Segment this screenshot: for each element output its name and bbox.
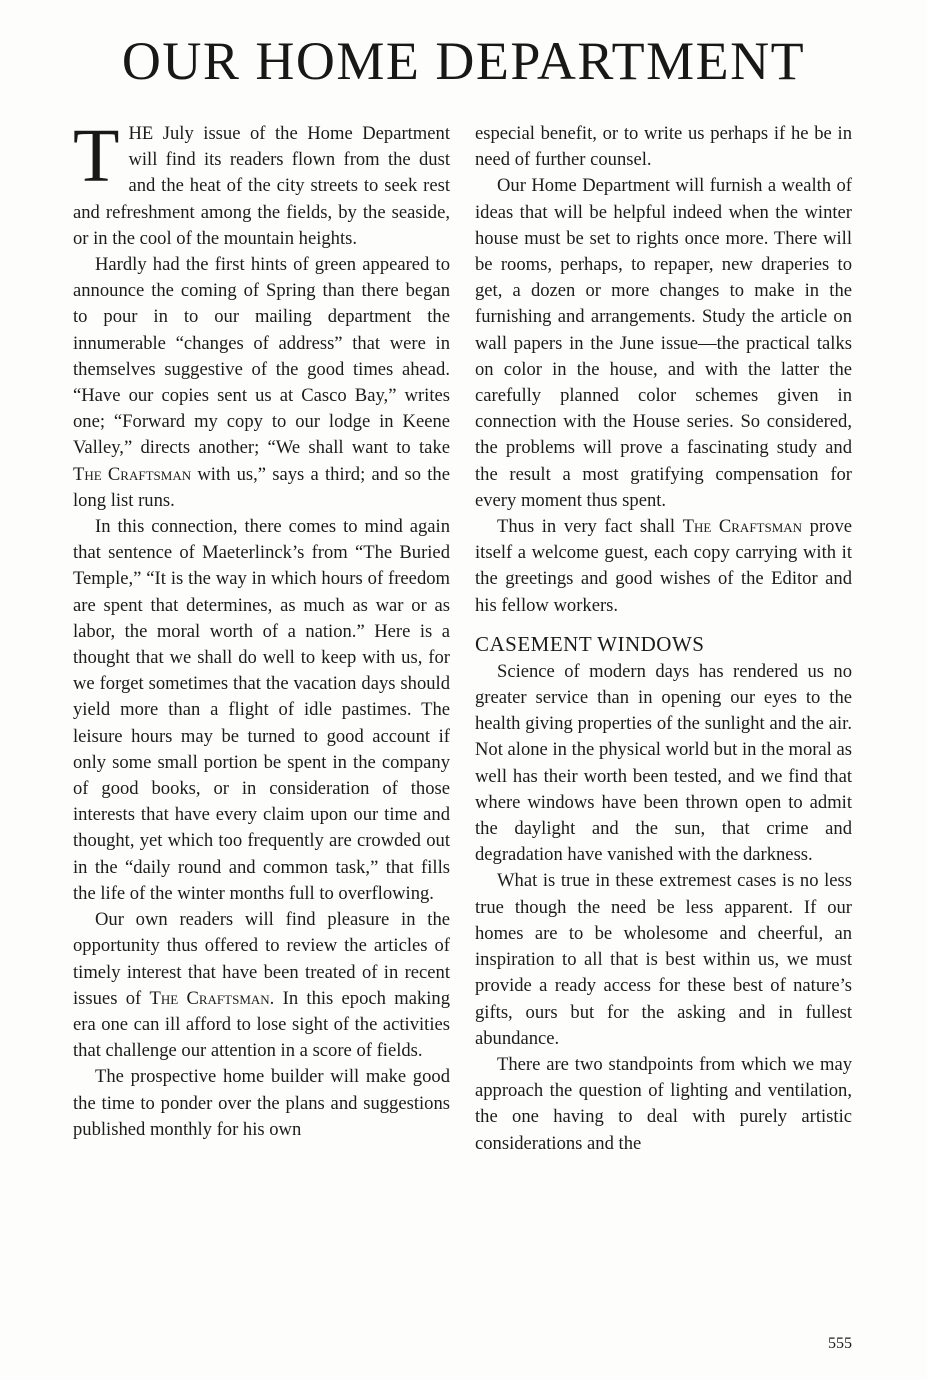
page-number: 555 <box>828 1335 852 1352</box>
paragraph-intro <box>73 114 450 252</box>
readers-text: Our own readers will find pleasure in the opportunity thus offered to review the articles of timely interest that have been treated of in recent issues of <box>73 909 450 1009</box>
left-column <box>73 114 451 1143</box>
page-title: OUR HOME DEPARTMENT <box>121 31 806 91</box>
welcome-guest-end: prove itself a welcome guest, each copy carrying with it the greetings and good wishes of the Editor and his fellow workers. <box>475 516 852 616</box>
paragraph-home-builder: The prospective home builder will make good the time to ponder over the plans and suggestions published monthly for his own <box>73 1066 450 1140</box>
magazine-name: The Craftsman <box>682 516 803 538</box>
section-heading: CASEMENT WINDOWS <box>475 631 705 656</box>
magazine-name: The Craftsman <box>73 463 192 485</box>
paragraph-maeterlinck: In this connection, there comes to mind again that sentence of Maeterlinck’s from “The Buried Temple,” “It is the way in which hours of freedom are spent that determines, as much as war or as labor, the moral worth of a nation.” Here is a thought that we shall do well to keep with us, for we forget sometimes that the vacation days should yield more than a flight of idle pastimes. The leisure hours may be turned to good account if only some small portion be spent in the company of good books, or in consideration of those interests that have every claim upon our time and thought, yet which too frequently are crowded out in the “daily round and common task,” that fills the life of the winter months full to overflowing. <box>73 516 450 904</box>
paragraph-address-changes <box>73 252 450 514</box>
paragraph-extreme-cases: What is true in these extremest cases is no less true though the need be less apparent. If our homes are to be wholesome and cheerful, an inspiration to all that is best within us, we must provide a ready access for these best of nature’s gifts, ours but for the asking and in fullest abundance. <box>475 870 852 1049</box>
paragraph-welcome-guest <box>475 514 852 619</box>
paragraph-counsel: especial benefit, or to write us perhaps if he be in need of further counsel. <box>475 123 852 171</box>
paragraph-home-department: Our Home Department will furnish a wealth of ideas that will be helpful indeed when the winter house must be set to rights once more. There will be rooms, perhaps, to repaper, new draperies to get, a dozen or more changes to make in the furnishing and arrangements. Study the article on wall papers in the June issue—the practical talks on color in the house, and with the latter the carefully planned color schemes given in connection with the House series. So considered, the problems will prove a fascinating study and the result a most gratifying compensation for every moment thus spent. <box>475 175 852 511</box>
address-changes-end: with us,” says a third; and so the long list runs. <box>73 463 450 511</box>
paragraph-standpoints: There are two standpoints from which we may approach the question of lighting and ventilation, the one having to deal with purely artistic considerations and the <box>475 1053 852 1154</box>
paragraph-readers <box>73 907 450 1064</box>
welcome-guest-text: Thus in very fact shall <box>497 516 675 538</box>
readers-end: In this epoch making era one can ill afford to lose sight of the activities that challenge our attention in a score of fields. <box>73 987 451 1062</box>
paragraph-sunlight: Science of modern days has rendered us no greater service than in opening our eyes to the health giving properties of the sunlight and the air. Not alone in the physical world but in the moral as well has their worth been tested, and we find that where windows have been thrown open to admit the daylight and the sun, that crime and degradation have vanished with the darkness. <box>475 660 852 866</box>
magazine-name: The Craftsman. <box>149 987 275 1009</box>
address-changes-text: Hardly had the first hints of green appeared to announce the coming of Spring than there began to pour in to our mailing department the innumerable “changes of address” that were in themselves suggestive of the good times ahead. “Have our copies sent us at Casco Bay,” writes one; “Forward my copy to our lodge in Keene Valley,” directs another; “We shall want to take <box>73 254 450 459</box>
intro-text: HE July issue of the Home Department will find its readers flown from the dust and the heat of the city streets to seek rest and refreshment among the fields, by the seaside, or in the cool of the mountain heights. <box>73 123 450 249</box>
right-column <box>475 121 852 1157</box>
drop-cap: T <box>73 114 120 198</box>
